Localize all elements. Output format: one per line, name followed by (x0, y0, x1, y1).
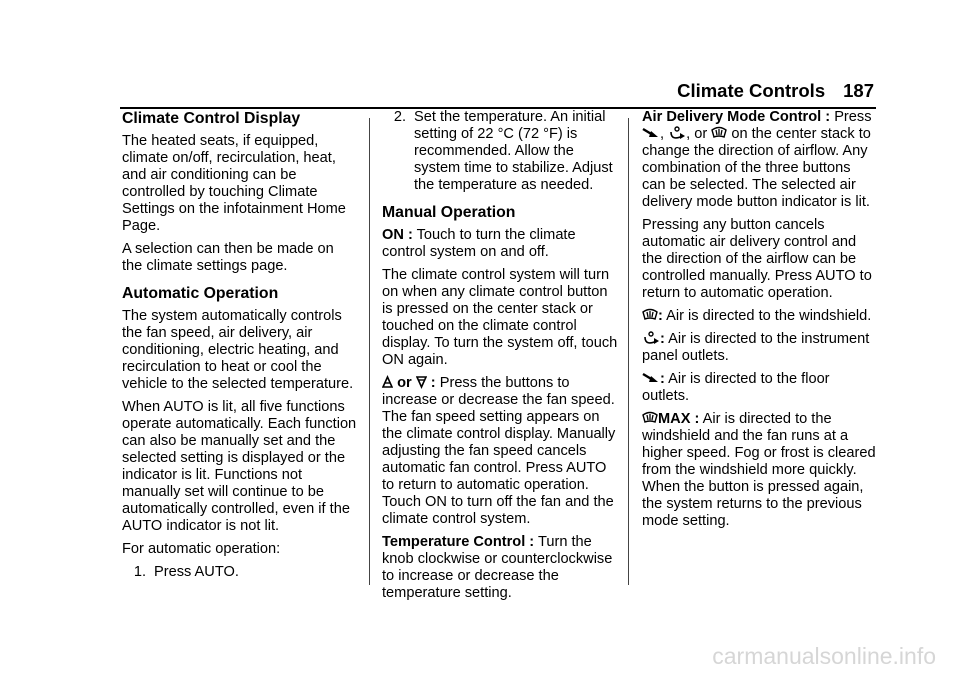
floor-colon: : (660, 371, 665, 387)
heading-manual-operation: Manual Operation (382, 204, 516, 221)
section-title: Climate Controls (677, 80, 826, 101)
heading-climate-control-display: Climate Control Display (122, 110, 301, 127)
list-item (382, 109, 618, 194)
defrost-icon (642, 308, 658, 322)
defrost-mode-icon (711, 126, 727, 140)
vent-colon: : (660, 331, 665, 347)
paragraph-max (642, 411, 878, 530)
air-delivery-press: Press (834, 109, 872, 125)
on-label: ON : (382, 227, 413, 243)
max-text: Air is directed to the windshield and the fan runs at a higher speed. Fog or frost is cleared from the windshield more quickly. When the button is pressed again, the system returns to the previous mode setting. (642, 411, 876, 529)
paragraph: The system automatically controls the fan speed, air delivery, air conditioning, electric heating, and recirculation to heat or cool the vehicle to the selected temperature. (122, 308, 354, 392)
list-text: Press AUTO. (154, 564, 239, 580)
fan-text: Press the buttons to increase or decrease the fan speed. The fan speed setting appears on the climate control display. Manually adjusting the fan speed cancels automatic fan control. Press AUTO to return to automatic operation. Touch ON to turn off the fan and the climate control system. (382, 375, 616, 527)
list-number: 2. (393, 109, 406, 125)
air-delivery-label: Air Delivery Mode Control : (642, 109, 831, 125)
page-header (677, 80, 874, 102)
vent-text: Air is directed to the instrument panel outlets. (642, 331, 870, 364)
vent-icon (642, 331, 660, 345)
air-delivery-text: on the center stack to change the direction of airflow. Any combination of the three buttons can be selected. The selected air delivery mode button indicator is lit. (642, 126, 871, 210)
column-2 (382, 109, 618, 608)
column-3 (642, 109, 878, 536)
list-text: Set the temperature. An initial setting of 22 °C (72 °F) is recommended. Allow the system time to stabilize. Adjust the temperature as needed. (414, 109, 613, 193)
floor-text: Air is directed to the floor outlets. (642, 371, 830, 404)
on-text: Touch to turn the climate control system on and off. (382, 227, 576, 260)
fan-colon: : (430, 375, 436, 391)
column-1 (122, 109, 358, 587)
temperature-label: Temperature Control : (382, 534, 535, 550)
list-number: 1. (133, 564, 146, 580)
column-divider-2 (628, 118, 629, 585)
paragraph-defrost (642, 308, 878, 325)
watermark-text: carmanualsonline.info (712, 643, 936, 669)
paragraph-floor (642, 371, 878, 405)
paragraph: Pressing any button cancels automatic air delivery control and the direction of the airflow can be controlled manually. Press AUTO to return to automatic operation. (642, 217, 872, 301)
list-item (122, 564, 358, 581)
fan-decrease-icon (416, 375, 427, 389)
floor-mode-icon (642, 126, 660, 140)
paragraph-fan (382, 375, 618, 528)
max-label: MAX : (658, 411, 700, 427)
defrost-text: Air is directed to the windshield. (666, 308, 872, 324)
fan-or: or (397, 375, 412, 391)
paragraph: The climate control system will turn on when any climate control button is pressed on the center stack or touched on the climate control display. To turn the system off, touch ON again. (382, 267, 618, 368)
temperature-text: Turn the knob clockwise or counterclockwise to increase or decrease the temperature setting. (382, 534, 613, 601)
defrost-colon: : (658, 308, 663, 324)
paragraph-vent (642, 331, 878, 365)
page-number: 187 (843, 80, 874, 101)
air-delivery-sep: , or (686, 126, 708, 142)
air-delivery-sep: , (660, 126, 665, 142)
paragraph: When AUTO is lit, all five functions operate automatically. Each function can also be manually set and the selected setting is displayed or the indicator is lit. Functions not manually set will continue to be automatically controlled, even if the AUTO indicator is not lit. (122, 399, 357, 534)
defrost-max-icon (642, 411, 658, 425)
paragraph-air-delivery (642, 109, 878, 211)
floor-icon (642, 371, 660, 385)
paragraph-on (382, 227, 618, 261)
vent-mode-icon (668, 126, 686, 140)
paragraph-temperature (382, 534, 618, 602)
paragraph: For automatic operation: (122, 541, 281, 557)
column-divider-1 (369, 118, 370, 585)
paragraph: A selection can then be made on the climate settings page. (122, 241, 334, 274)
heading-automatic-operation: Automatic Operation (122, 285, 279, 302)
paragraph: The heated seats, if equipped, climate on/off, recirculation, heat, and air conditioning can be controlled by touching Climate Settings on the infotainment Home Page. (122, 133, 346, 234)
fan-increase-icon (382, 375, 393, 389)
